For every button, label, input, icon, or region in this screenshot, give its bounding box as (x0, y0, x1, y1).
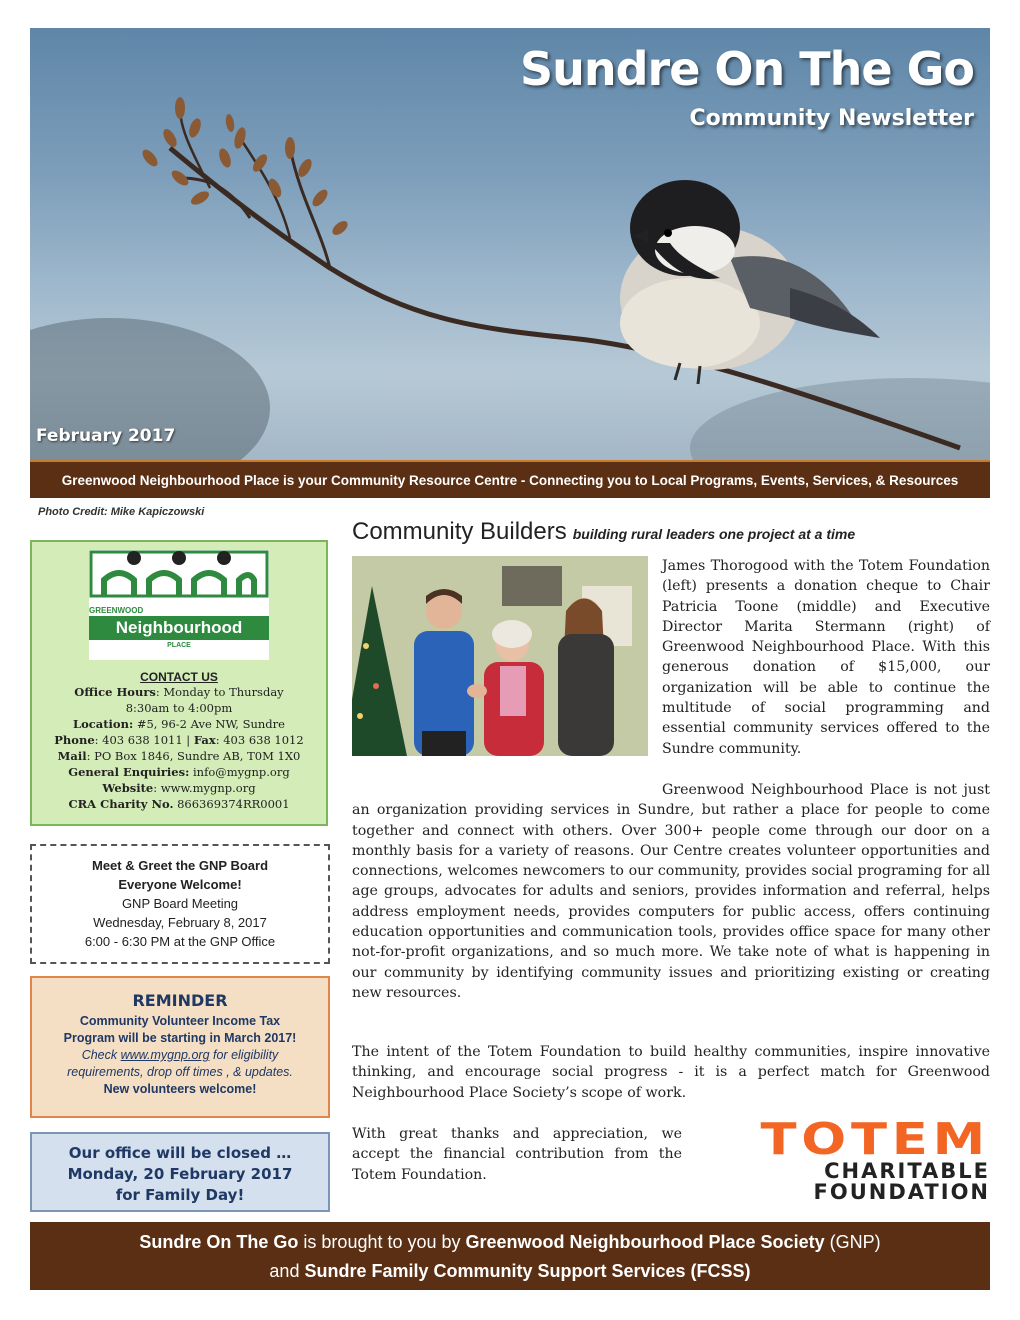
reminder-line5: New volunteers welcome! (103, 1082, 257, 1096)
meet-time: 6:00 - 6:30 PM at the GNP Office (84, 934, 276, 949)
article-paragraph-4: With great thanks and appreciation, we accept the financial contribution from the Totem Foundation. (352, 1126, 682, 1183)
donation-photo (352, 556, 648, 756)
reminder-line4: requirements, drop off times , & updates. (67, 1065, 293, 1079)
logo-line2: Neighbourhood (89, 616, 269, 640)
location: Location: #5, 96-2 Ave NW, Sundre (73, 717, 285, 731)
article-paragraph-3: The intent of the Totem Foundation to build healthy communities, inspire innovative thinking, and encourage social progress - it is a perfect match for Greenwood Neighbourhood Place Society’s scope of work. (352, 1044, 990, 1101)
meet-event: GNP Board Meeting (121, 896, 239, 911)
newsletter-subtitle: Community Newsletter (689, 106, 974, 131)
contact-heading: CONTACT US (140, 670, 218, 684)
office-hours: Office Hours: Monday to Thursday (74, 685, 284, 699)
reminder-title: REMINDER (132, 991, 228, 1010)
reminder-line2: Program will be starting in March 2017! (63, 1031, 297, 1045)
footer-banner (30, 1222, 990, 1290)
contact-box (30, 540, 328, 826)
mygnp-link[interactable]: www.mygnp.org (120, 1048, 210, 1062)
office-closed-box (30, 1132, 330, 1212)
article-paragraph-2: Greenwood Neighbourhood Place is not just an organization providing services in Sundre, but rather a place for people to come together and connect with others. Over 300+ people come through our door on a monthly basis for a variety of reasons. Our Centre creates volunteer opportunities and connections, welcomes newcomers to our community, provides social programing for all age groups, advocates for adults and seniors, provides information and referral, helps address employment needs, provides computers for public access, offers continuing education opportunities and communication tools, provides office space for many other not-for-profit organizations, and so much more. We take note of what is happening in our community by identifying community issues and prioritizing existing or creating new resources. (352, 782, 990, 1001)
reminder-box (30, 976, 330, 1118)
hero-photo (30, 28, 990, 460)
closed-line3: for Family Day! (115, 1186, 245, 1204)
hours: 8:30am to 4:00pm (125, 701, 233, 715)
newsletter-title: Sundre On The Go (519, 42, 974, 96)
meet-greet-box (30, 844, 330, 964)
closed-line2: Monday, 20 February 2017 (67, 1165, 293, 1183)
footer-line2: and Sundre Family Community Support Services (FCSS) (269, 1261, 751, 1281)
reminder-check: Check www.mygnp.org for eligibility (81, 1048, 279, 1062)
totem-foundation-logo (680, 1114, 990, 1204)
gnp-logo (89, 550, 269, 660)
meet-title: Meet & Greet the GNP Board (91, 858, 269, 873)
tagline-banner (30, 460, 990, 498)
phone-fax: Phone: 403 638 1011 | Fax: 403 638 1012 (54, 733, 304, 747)
charitable-word: CHARITABLE (824, 1159, 990, 1183)
article-tagline: building rural leaders one project at a time (572, 526, 856, 542)
foundation-word: FOUNDATION (813, 1180, 990, 1204)
charity-number: CRA Charity No. 866369374RR0001 (68, 797, 290, 811)
photo-credit: Photo Credit: Mike Kapiczowski (38, 506, 205, 518)
reminder-line1: Community Volunteer Income Tax (79, 1014, 281, 1028)
banner-text: Greenwood Neighbourhood Place is your Community Resource Centre - Connecting you to Local Programs, Events, Services, & Resources (61, 472, 959, 488)
donation-photo-illustration (352, 556, 648, 756)
article-heading: Community Builders building rural leaders one project at a time (352, 518, 856, 545)
logo-line3: PLACE (167, 642, 191, 649)
mail: Mail: PO Box 1846, Sundre AB, T0M 1X0 (57, 749, 301, 763)
issue-date: February 2017 (36, 426, 176, 446)
meet-welcome: Everyone Welcome! (118, 877, 242, 892)
photo-caption: James Thorogood with the Totem Foundation (left) presents a donation cheque to Chair Patricia Toone (middle) and Executive Director Marita Stermann (right) of Greenwood Neighbourhood Place. With this generous donation of $15,000, our organization will be able to continue the multitude of social programming and essential community services offered to the Sundre community. (662, 558, 990, 757)
closed-line1: Our office will be closed … (68, 1144, 292, 1162)
general-enquiries: General Enquiries: info@mygnp.org (68, 765, 290, 779)
meet-date: Wednesday, February 8, 2017 (93, 915, 267, 930)
footer-line1: Sundre On The Go is brought to you by Greenwood Neighbourhood Place Society (GNP) (139, 1232, 881, 1252)
website: Website: www.mygnp.org (102, 781, 256, 795)
logo-line1: GREENWOOD (89, 606, 144, 615)
totem-word: TOTEM (760, 1114, 990, 1165)
